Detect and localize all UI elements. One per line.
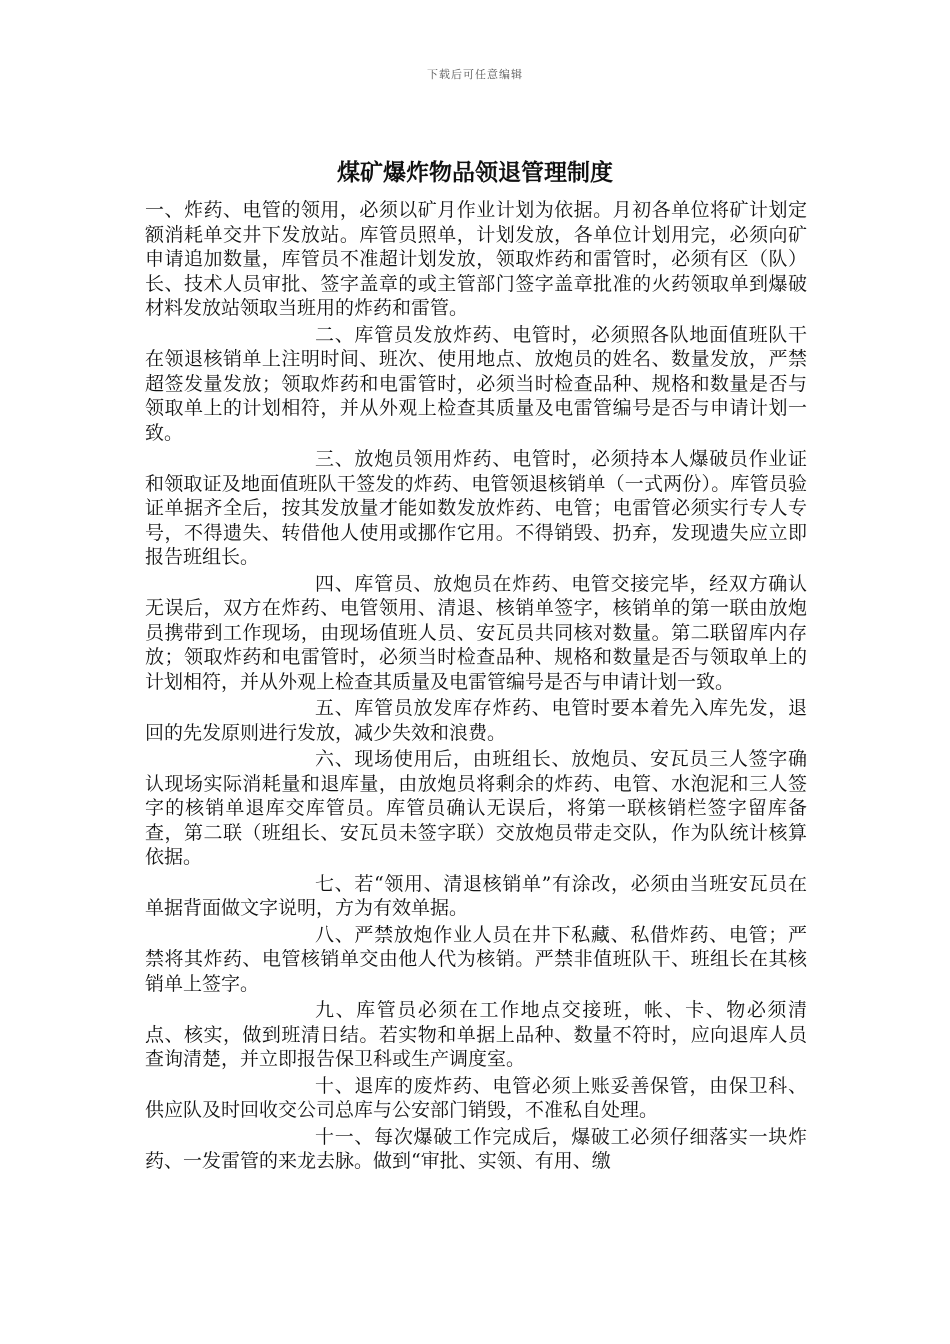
paragraph-3: 三、放炮员领用炸药、电管时，必须持本人爆破员作业证和领取证及地面值班队干签发的炸药、电管领退核销单（一式两份）。库管员验证单据齐全后，按其发放量才能如数发放炸药、电管；电雷管必须实行专人专号，不得遗失、转借他人使用或挪作它用。不得销毁、扔弃，发现遗失应立即报告班组长。 <box>145 448 807 568</box>
document-body <box>145 198 807 1228</box>
header-note: 下载后可任意编辑 <box>427 68 523 81</box>
paragraph-7: 七、若“领用、清退核销单”有涂改，必须由当班安瓦员在单据背面做文字说明，方为有效单据。 <box>145 872 807 919</box>
paragraph-6: 六、现场使用后，由班组长、放炮员、安瓦员三人签字确认现场实际消耗量和退库量，由放炮员将剩余的炸药、电管、水泡泥和三人签字的核销单退库交库管员。库管员确认无误后，将第一联核销栏签字留库备查，第二联（班组长、安瓦员未签字联）交放炮员带走交队，作为队统计核算依据。 <box>145 748 807 868</box>
paragraph-5: 五、库管员放发库存炸药、电管时要本着先入库先发，退回的先发原则进行发放，减少失效和浪费。 <box>145 697 807 744</box>
paragraph-1: 一、炸药、电管的领用，必须以矿月作业计划为依据。月初各单位将矿计划定额消耗单交井下发放站。库管员照单，计划发放，各单位计划用完，必须向矿申请追加数量，库管员不准超计划发放，领取炸药和雷管时，必须有区（队） 长、技术人员审批、签字盖章的或主管部门签字盖章批准的火药领取单到爆破材料发放站领取当班用的炸药和雷管。 <box>145 199 807 319</box>
paragraph-4: 四、库管员、放炮员在炸药、电管交接完毕，经双方确认无误后，双方在炸药、电管领用、清退、核销单签字，核销单的第一联由放炮员携带到工作现场，由现场值班人员、安瓦员共同核对数量。第二联留库内存放；领取炸药和电雷管时，必须当时检查品种、规格和数量是否与领取单上的计划相符，并从外观上检查其质量及电雷管编号是否与申请计划一致。 <box>145 572 807 693</box>
paragraph-2: 二、库管员发放炸药、电管时，必须照各队地面值班队干在领退核销单上注明时间、班次、使用地点、放炮员的姓名、数量发放，严禁超签发量发放；领取炸药和电雷管时，必须当时检查品种、规格和数量是否与领取单上的计划相符，并从外观上检查其质量及电雷管编号是否与申请计划一致。 <box>145 323 807 444</box>
document-title: 煤矿爆炸物品领退管理制度 <box>337 160 613 186</box>
paragraph-8: 八、严禁放炮作业人员在井下私藏、私借炸药、电管；严禁将其炸药、电管核销单交由他人代为核销。严禁非值班队干、班组长在其核销单上签字。 <box>145 923 807 995</box>
paragraph-11: 十一、每次爆破工作完成后，爆破工必须仔细落实一块炸药、一发雷管的来龙去脉。做到“审批、实领、有用、缴 <box>145 1125 807 1172</box>
paragraph-9: 九、库管员必须在工作地点交接班，帐、卡、物必须清点、核实，做到班清日结。若实物和单据上品种、数量不符时，应向退库人员查询清楚，并立即报告保卫科或生产调度室。 <box>145 999 807 1070</box>
paragraph-10: 十、退库的废炸药、电管必须上账妥善保管，由保卫科、供应队及时回收交公司总库与公安部门销毁，不准私自处理。 <box>145 1074 807 1121</box>
